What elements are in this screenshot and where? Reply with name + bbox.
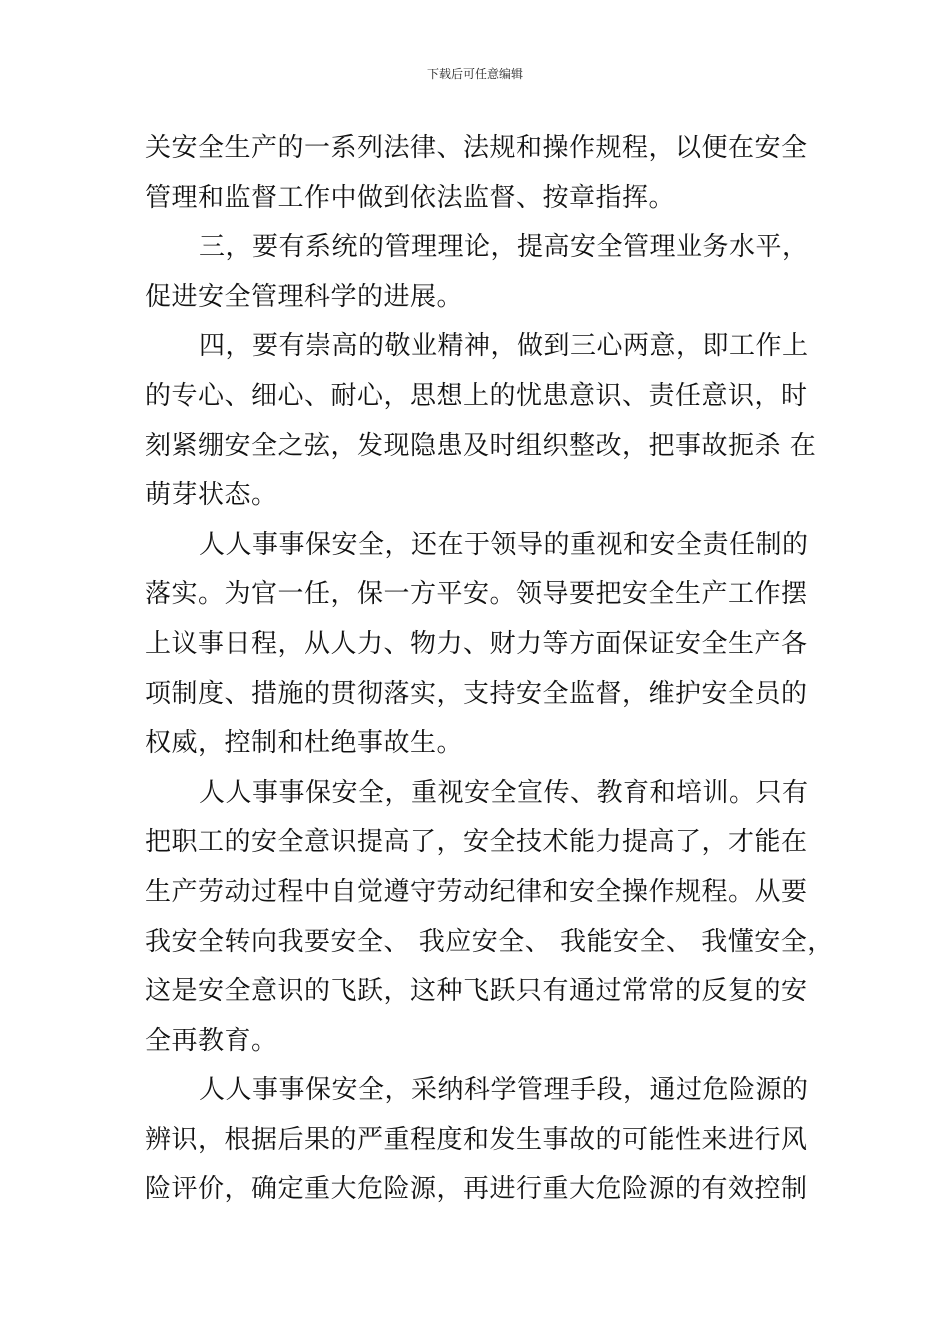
text-line: 项制度、措施的贯彻落实，支持安全监督，维护安全员的 [145, 678, 808, 709]
text-line: 这是安全意识的飞跃，这种飞跃只有通过常常的反复的安 [145, 976, 808, 1007]
paragraph-start-line: 人人事事保安全，采纳科学管理手段，通过危险源的 [199, 1075, 809, 1106]
paragraph-start-line: 人人事事保安全，还在于领导的重视和安全责任制的 [199, 529, 809, 560]
text-line: 全再教育。 [145, 1025, 278, 1056]
text-line: 险评价，确定重大危险源，再进行重大危险源的有效控制 [145, 1174, 808, 1205]
text-line: 把职工的安全意识提高了，安全技术能力提高了，才能在 [145, 827, 808, 858]
paragraph-start-line: 人人事事保安全，重视安全宣传、教育和培训。只有 [199, 777, 809, 808]
text-line: 辨识，根据后果的严重程度和发生事故的可能性来进行风 [145, 1124, 808, 1155]
text-line: 上议事日程，从人力、物力、财力等方面保证安全生产各 [145, 628, 808, 659]
text-line: 生产劳动过程中自觉遵守劳动纪律和安全操作规程。从要 [145, 876, 808, 907]
text-line: 关安全生产的一系列法律、法规和操作规程，以便在安全 [145, 133, 808, 163]
text-line: 我安全转向我要安全、 我应安全、 我能安全、 我懂安全， [145, 926, 834, 957]
text-line: 促进安全管理科学的进展。 [145, 281, 464, 312]
document-body [145, 124, 834, 1215]
text-line: 的专心、细心、耐心，思想上的忧患意识、责任意识，时 [145, 380, 808, 411]
paragraph-start-line: 三，要有系统的管理理论，提高安全管理业务水平， [199, 232, 809, 263]
text-line: 刻紧绷安全之弦，发现隐患及时组织整改，把事故扼杀 在 [145, 430, 817, 461]
text-line: 落实。为官一任，保一方平安。领导要把安全生产工作摆 [145, 579, 808, 610]
paragraph-start-line: 四，要有崇高的敬业精神，做到三心两意，即工作上 [199, 331, 809, 362]
page-header: 下载后可任意编辑 [426, 67, 523, 81]
text-line: 萌芽状态。 [145, 480, 278, 511]
text-line: 管理和监督工作中做到依法监督、按章指挥。 [145, 182, 676, 213]
text-line: 权威，控制和杜绝事故生。 [145, 728, 464, 759]
